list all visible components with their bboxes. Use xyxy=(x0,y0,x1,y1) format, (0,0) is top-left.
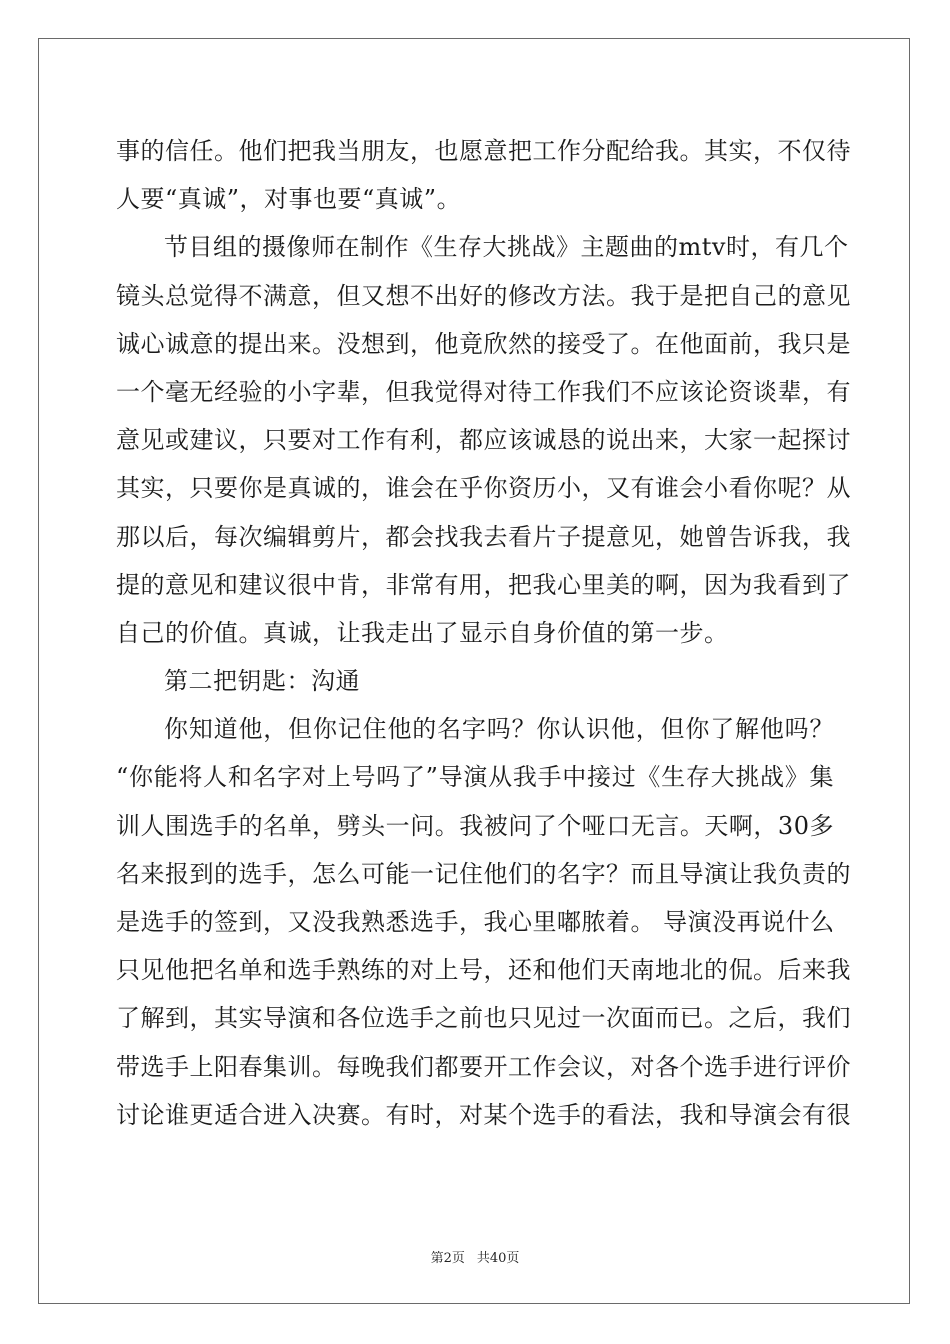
text-line: 事的信任。他们把我当朋友，也愿意把工作分配给我。其实，不仅待 xyxy=(116,137,851,165)
text-line: 其实，只要你是真诚的，谁会在乎你资历小，又有谁会小看你呢？从 xyxy=(116,474,851,503)
page-number: 第2页 xyxy=(430,1251,465,1266)
text-line: “你能将人和名字对上号吗了”导演从我手中接过《生存大挑战》集 xyxy=(116,763,834,792)
text-line: 第二把钥匙：沟通 xyxy=(164,667,360,696)
text-line: 诚心诚意的提出来。没想到，他竟欣然的接受了。在他面前，我只是 xyxy=(116,329,851,358)
text-line: 了解到，其实导演和各位选手之前也只见过一次面而已。之后，我们 xyxy=(116,1004,851,1033)
text-line: 讨论谁更适合进入决赛。有时，对某个选手的看法，我和导演会有很 xyxy=(116,1100,851,1129)
text-line: 自己的价值。真诚，让我走出了显示自身价值的第一步。 xyxy=(116,618,729,647)
text-line: 带选手上阳春集训。每晚我们都要开工作会议，对各个选手进行评价 xyxy=(116,1052,851,1081)
text-line: 意见或建议，只要对工作有利，都应该诚恳的说出来，大家一起探讨 xyxy=(116,426,851,455)
text-line: 训人围选手的名单，劈头一问。我被问了个哑口无言。天啊，30多 xyxy=(116,811,834,840)
page-total: 共40页 xyxy=(476,1251,520,1266)
text-line: 你知道他，但你记住他的名字吗？你认识他，但你了解他吗？ xyxy=(164,715,834,744)
text-line: 那以后，每次编辑剪片，都会找我去看片子提意见，她曾告诉我，我 xyxy=(116,522,851,551)
text-line: 只见他把名单和选手熟练的对上号，还和他们天南地北的侃。后来我 xyxy=(116,956,851,985)
text-line: 人要“真诚”，对事也要“真诚”。 xyxy=(116,185,462,214)
text-line: 名来报到的选手，怎么可能一记住他们的名字？而且导演让我负责的 xyxy=(116,859,851,888)
text-line: 提的意见和建议很中肯，非常有用，把我心里美的啊，因为我看到了 xyxy=(116,570,851,599)
text-line: 镜头总觉得不满意，但又想不出好的修改方法。我于是把自己的意见 xyxy=(116,281,851,310)
document-body xyxy=(116,127,851,1139)
text-line: 是选手的签到，又没我熟悉选手，我心里嘟脓着。 导演没再说什么 xyxy=(116,908,835,936)
text-line: 节目组的摄像师在制作《生存大挑战》主题曲的mtv时，有几个 xyxy=(164,233,849,262)
page-footer xyxy=(0,1247,950,1266)
text-line: 一个毫无经验的小字辈，但我觉得对待工作我们不应该论资谈辈，有 xyxy=(116,377,851,406)
